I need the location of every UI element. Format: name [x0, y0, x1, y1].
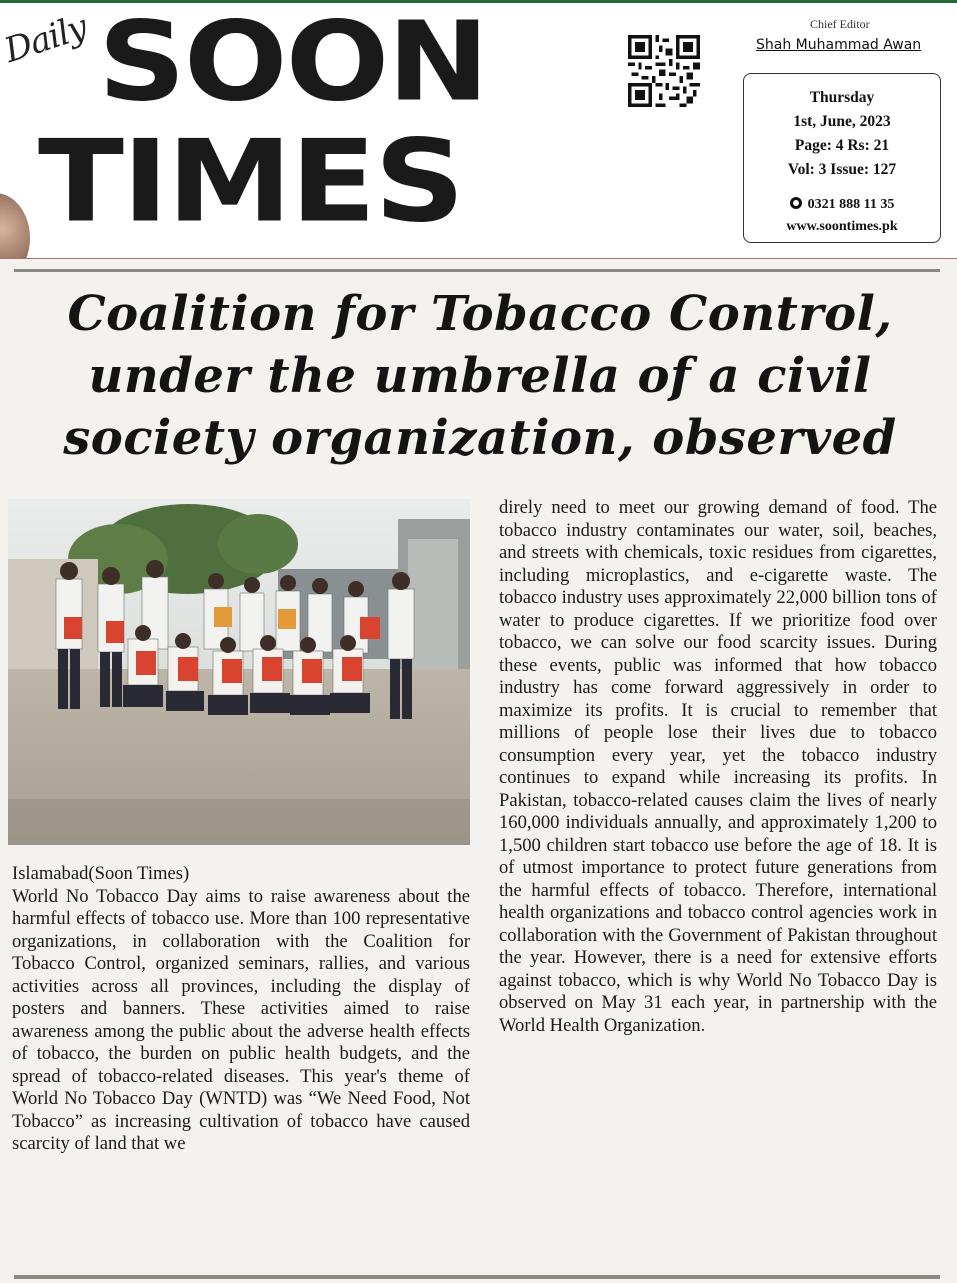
- article-body-left: World No Tobacco Day aims to raise awareness about the harmful effects of tobacco use. More than 100 representative organizations, in collaboration with the Coalition for Tobacco Control, organized seminars, rallies, and various activities across all provinces, including the display of posters and banners. These activities aimed to raise awareness among the public about the adverse health effects of tobacco, the burden on public health budgets, and the spread of tobacco-related diseases. This year's theme of World No Tobacco Day (WNTD) was “We Need Food, Not Tobacco” as increasing cultivation of tobacco have caused scarcity of land that we: [12, 885, 470, 1154]
- article-column-left: [12, 863, 470, 1156]
- cropped-photo-edge: [0, 193, 30, 258]
- issue-info-box: [743, 73, 941, 243]
- masthead-title-soon: SOON: [98, 0, 488, 126]
- issue-page-price: Page: 4 Rs: 21: [794, 137, 890, 154]
- dateline: Islamabad(Soon Times): [12, 863, 190, 884]
- issue-vol: Vol: 3 Issue: 127: [787, 161, 897, 178]
- issue-date: 1st, June, 2023: [793, 113, 891, 130]
- qr-code-icon[interactable]: [628, 35, 700, 107]
- issue-day: Thursday: [809, 89, 875, 106]
- headline: Coalition for Tobacco Control, under the umbrella of a civil society organization, observed: [63, 286, 897, 466]
- contact-phone[interactable]: 0321 888 11 35: [807, 197, 895, 212]
- whatsapp-icon: [790, 197, 802, 209]
- chief-editor-name: Shah Muhammad Awan: [756, 37, 922, 53]
- bottom-rule: [14, 1275, 940, 1279]
- top-rule: [14, 269, 940, 272]
- article-photo: [8, 499, 470, 845]
- masthead-title-times: TIMES: [38, 115, 464, 248]
- website-link[interactable]: www.soontimes.pk: [786, 219, 898, 234]
- article-column-right: direly need to meet our growing demand of food. The tobacco industry contaminates our water, soil, beaches, and streets with chemicals, toxic residues from cigarettes, including microplastics, and e-cigarette waste. The tobacco industry uses approximately 22,000 billion tons of water to produce cigarettes. If we prioritize food over tobacco, we can solve our food scarcity issues. During these events, public was informed that how tobacco industry has come forward aggressively in order to maximize its profits. It is crucial to remember that millions of people lose their lives due to tobacco consumption every year, yet the tobacco industry continues to expand while increasing its profits. In Pakistan, tobacco-related causes claim the lives of nearly 160,000 individuals annually, and approximately 1,200 to 1,500 children start tobacco use before the age of 18. It is of utmost importance to protect future generations from the harmful effects of tobacco. Therefore, international health organizations and tobacco control agencies work in collaboration with the Government of Pakistan throughout the year. However, there is a need for extensive efforts against tobacco, which is why World No Tobacco Day is observed on May 31 each year, in partnership with the World Health Organization.: [499, 497, 937, 1036]
- contact-phone-row: [744, 194, 940, 216]
- masthead: [0, 0, 957, 258]
- chief-editor-label: Chief Editor: [810, 17, 870, 31]
- masthead-daily: Daily: [0, 7, 92, 72]
- article-clipping: [0, 258, 957, 1283]
